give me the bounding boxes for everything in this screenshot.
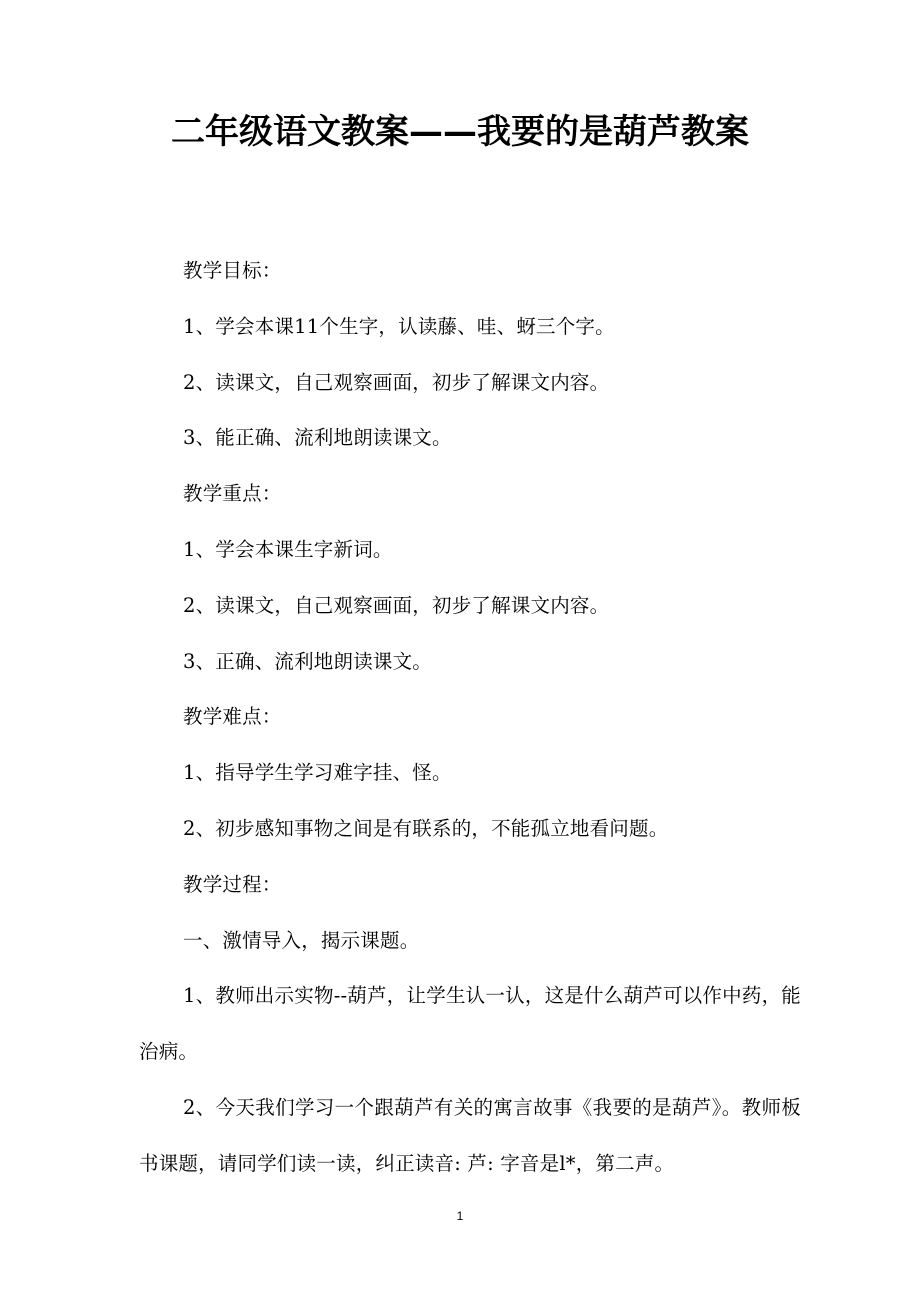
section-heading-key-points: 教学重点： (183, 482, 282, 506)
paragraph: 1、学会本课生字新词。 (183, 537, 393, 561)
paragraph: 一、激情导入，揭示课题。 (183, 928, 420, 952)
section-heading-objectives: 教学目标： (183, 259, 282, 282)
paragraph: 3、能正确、流利地朗读课文。 (183, 426, 452, 450)
page-number: 1 (456, 1209, 464, 1223)
paragraph: 2、初步感知事物之间是有联系的，不能孤立地看问题。 (183, 816, 669, 840)
paragraph: 2、今天我们学习一个跟葫芦有关的寓言故事《我要的是葫芦》。教师板书课题，请同学们读一读，纠正读音: 芦: 字音是l*，第二声。 (139, 1095, 801, 1175)
paragraph: 3、正确、流利地朗读课文。 (183, 649, 433, 673)
paragraph: 2、读课文，自己观察画面，初步了解课文内容。 (183, 370, 610, 394)
paragraph: 2、读课文，自己观察画面，初步了解课文内容。 (183, 593, 610, 617)
section-heading-difficulties: 教学难点： (183, 705, 282, 729)
document-title: 二年级语文教案——我要的是葫芦教案 (171, 112, 749, 152)
document-body (139, 243, 801, 1192)
section-heading-process: 教学过程： (183, 872, 282, 896)
paragraph: 1、学会本课11个生字，认读藤、哇、蚜三个字。 (183, 314, 615, 338)
paragraph: 1、指导学生学习难字挂、怪。 (183, 761, 452, 785)
paragraph: 1、教师出示实物--葫芦，让学生认一认，这是什么葫芦可以作中药，能治病。 (139, 984, 801, 1064)
